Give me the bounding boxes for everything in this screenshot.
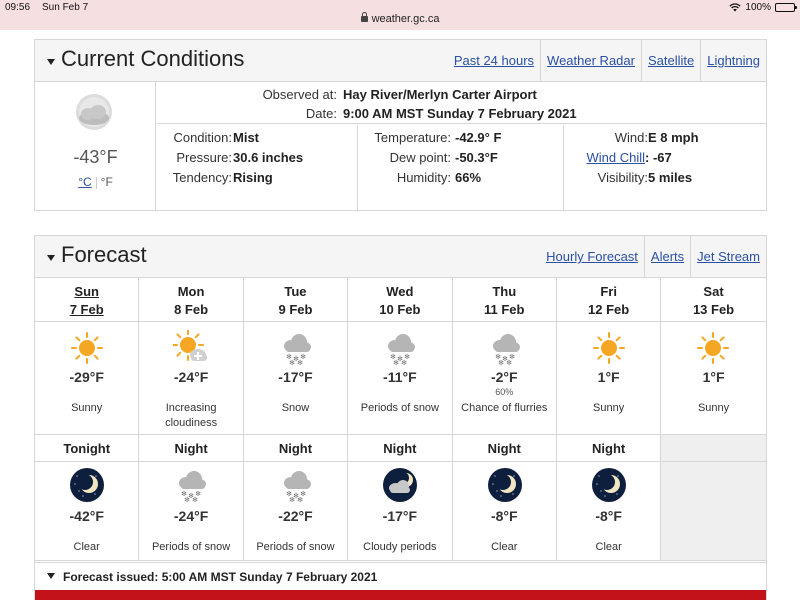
- night-header: [557, 435, 661, 462]
- visibility-label: Visibility:: [597, 170, 648, 185]
- svg-text:✻: ✻: [285, 353, 292, 361]
- night-condition: Periods of snow: [151, 541, 231, 553]
- tendency-value: Rising: [233, 170, 273, 185]
- observation-date-label: Date:: [305, 106, 337, 121]
- night-header: [139, 435, 243, 462]
- svg-text:✻: ✻: [505, 359, 512, 366]
- svg-text:✻: ✻: [497, 359, 504, 366]
- night-condition: Periods of snow: [256, 541, 335, 553]
- day-temperature: 1°F: [702, 369, 725, 385]
- current-conditions-header: [35, 40, 766, 82]
- dew-point-label: Dew point:: [389, 150, 451, 165]
- night-header: [244, 435, 348, 462]
- night-temperature: -8°F: [595, 508, 622, 524]
- dew-point-value: -50.3°F: [455, 150, 498, 165]
- night-forecast-empty: [661, 462, 765, 561]
- link-weather-radar[interactable]: Weather Radar: [540, 40, 641, 81]
- battery-icon: [775, 3, 795, 12]
- day-forecast: [348, 322, 452, 435]
- temperature-value: -42.9° F: [455, 130, 502, 145]
- status-time: 09:56: [5, 2, 31, 13]
- night-condition: Clear: [491, 541, 518, 553]
- day-date: 10 Feb: [379, 302, 421, 317]
- forecast-title: Forecast: [61, 242, 147, 267]
- unit-toggle: [35, 175, 156, 189]
- conditions-column-3: [563, 125, 767, 210]
- snow-icon: [382, 330, 418, 366]
- night-forecast: [557, 462, 661, 561]
- day-header: [139, 278, 243, 322]
- day-header: [661, 278, 765, 322]
- moon-icon: [591, 467, 627, 503]
- day-name: Tue: [284, 284, 307, 299]
- snow-icon: [487, 330, 523, 366]
- svg-text:✻: ✻: [501, 355, 508, 363]
- night-forecast: [139, 462, 243, 561]
- night-name: Night: [592, 441, 626, 456]
- night-temperature: -42°F: [69, 508, 104, 524]
- forecast-links: [540, 236, 766, 277]
- current-summary: [35, 82, 156, 210]
- unit-fahrenheit: °F: [100, 175, 113, 189]
- day-condition: Sunny: [593, 402, 625, 414]
- wind-chill-link[interactable]: Wind Chill: [586, 150, 645, 165]
- night-name: Night: [487, 441, 521, 456]
- svg-text:✻: ✻: [299, 490, 306, 498]
- visibility-value: 5 miles: [648, 170, 693, 185]
- day-header: [244, 278, 348, 322]
- night-forecast: [348, 462, 452, 561]
- night-condition: Clear: [73, 541, 100, 553]
- day-header: [557, 278, 661, 322]
- svg-text:✻: ✻: [404, 353, 411, 361]
- day-condition: Periods of snow: [360, 402, 439, 414]
- caret-down-icon: [47, 573, 55, 579]
- lock-icon: [361, 16, 368, 22]
- svg-text:✻: ✻: [288, 496, 295, 503]
- day-forecast: [557, 322, 661, 435]
- day-date: 11 Feb: [484, 302, 525, 317]
- wifi-icon: [729, 3, 741, 12]
- wind-chill-value: : -67: [645, 150, 672, 165]
- url-domain: weather.gc.ca: [371, 13, 440, 25]
- link-satellite[interactable]: Satellite: [641, 40, 700, 81]
- observed-at-label: Observed at:: [262, 87, 337, 102]
- link-jet-stream[interactable]: Jet Stream: [690, 236, 766, 277]
- current-conditions-panel: [34, 39, 767, 211]
- svg-text:✻: ✻: [508, 353, 515, 361]
- conditions-column-1: [157, 125, 357, 210]
- sun-icon: [695, 330, 731, 366]
- night-condition: Cloudy periods: [363, 541, 437, 553]
- svg-text:✻: ✻: [397, 355, 404, 363]
- caret-down-icon: [47, 255, 55, 261]
- day-forecast: [244, 322, 348, 435]
- forecast-panel: [34, 235, 767, 600]
- day-temperature: -11°F: [383, 369, 417, 385]
- link-hourly-forecast[interactable]: Hourly Forecast: [546, 249, 638, 264]
- day-temperature: -24°F: [173, 369, 209, 385]
- day-forecast: [661, 322, 765, 435]
- snow-icon: [173, 467, 209, 503]
- day-temperature: 1°F: [597, 369, 620, 385]
- sun-cloud-increasing-icon: [173, 330, 209, 366]
- battery-percent: 100%: [745, 2, 771, 13]
- pressure-label: Pressure:: [176, 150, 232, 165]
- night-name: Night: [174, 441, 208, 456]
- observation-date-value: 9:00 AM MST Sunday 7 February 2021: [343, 106, 577, 121]
- day-name: Sun: [74, 284, 99, 299]
- svg-text:✻: ✻: [296, 359, 303, 366]
- browser-top-bar: [0, 0, 800, 30]
- temperature-label: Temperature:: [374, 130, 451, 145]
- night-name: Night: [383, 441, 417, 456]
- night-header-row: [35, 435, 766, 462]
- svg-text:✻: ✻: [285, 490, 292, 498]
- forecast-header: [35, 236, 766, 278]
- day-name: Fri: [600, 284, 617, 299]
- status-right: [729, 2, 795, 13]
- night-temperature: -8°F: [490, 508, 518, 524]
- svg-text:✻: ✻: [296, 496, 303, 503]
- svg-text:✻: ✻: [292, 492, 299, 500]
- partly-cloudy-mist-icon: [72, 92, 116, 136]
- observation-info: [157, 82, 767, 124]
- moon-icon: [69, 467, 105, 503]
- day-name: Thu: [492, 284, 517, 299]
- night-forecast: [244, 462, 348, 561]
- pressure-value: 30.6 inches: [233, 150, 304, 165]
- condition-value: Mist: [233, 130, 259, 145]
- svg-text:✻: ✻: [195, 490, 202, 498]
- current-conditions-title: Current Conditions: [61, 46, 245, 71]
- day-date: 12 Feb: [588, 302, 630, 317]
- svg-text:✻: ✻: [292, 355, 299, 363]
- day-temperature: -17°F: [278, 369, 313, 385]
- day-condition: Sunny: [697, 402, 730, 414]
- svg-text:✻: ✻: [181, 490, 188, 498]
- day-temperature: -2°F: [490, 369, 518, 385]
- snow-icon: [278, 330, 314, 366]
- day-header: [453, 278, 557, 322]
- day-condition: Snow: [281, 402, 310, 414]
- night-name: Night: [278, 441, 313, 456]
- night-header: [35, 435, 139, 462]
- svg-text:✻: ✻: [188, 492, 195, 500]
- night-header-empty: [661, 435, 765, 462]
- moon-icon: [487, 467, 523, 503]
- forecast-issued-text: Forecast issued: 5:00 AM MST Sunday 7 February 2021: [63, 570, 378, 584]
- current-conditions-links: [448, 40, 766, 81]
- svg-text:✻: ✻: [184, 496, 191, 503]
- night-header: [453, 435, 557, 462]
- conditions-grid: [157, 125, 767, 210]
- day-header: [348, 278, 452, 322]
- night-header: [348, 435, 452, 462]
- night-forecast: [35, 462, 139, 561]
- day-name: Wed: [386, 284, 414, 299]
- day-date: 13 Feb: [692, 302, 735, 317]
- day-forecast: [35, 322, 139, 435]
- current-temperature: -43°F: [73, 147, 118, 167]
- link-lightning[interactable]: Lightning: [700, 40, 766, 81]
- wind-label: Wind:: [614, 130, 648, 145]
- night-condition: Clear: [595, 541, 622, 553]
- unit-celsius-link[interactable]: °C: [78, 175, 92, 189]
- caret-down-icon: [47, 59, 55, 65]
- day-date: 7 Feb: [69, 302, 104, 317]
- day-date: 9 Feb: [278, 302, 313, 317]
- snow-icon: [278, 467, 314, 503]
- link-past-24-hours[interactable]: Past 24 hours: [453, 53, 535, 68]
- day-temperature: -29°F: [69, 369, 104, 385]
- svg-text:✻: ✻: [288, 359, 295, 366]
- day-forecast-row: [35, 322, 766, 435]
- conditions-column-2: [357, 125, 563, 210]
- current-conditions-toggle[interactable]: [47, 46, 244, 72]
- day-name: Mon: [177, 284, 205, 299]
- condition-label: Condition:: [173, 130, 232, 145]
- day-date: 8 Feb: [174, 302, 209, 317]
- night-temperature: -22°F: [278, 508, 313, 524]
- svg-text:✻: ✻: [494, 353, 501, 361]
- night-temperature: -17°F: [382, 508, 418, 524]
- svg-text:✻: ✻: [393, 359, 400, 366]
- link-alerts[interactable]: Alerts: [644, 236, 690, 277]
- sun-icon: [69, 330, 105, 366]
- forecast-issued-toggle[interactable]: [35, 562, 766, 590]
- tendency-label: Tendency:: [172, 170, 232, 185]
- night-name: Tonight: [63, 441, 111, 456]
- day-forecast: [453, 322, 557, 435]
- day-header[interactable]: [35, 278, 139, 322]
- url-bar[interactable]: [0, 13, 800, 25]
- day-forecast: [139, 322, 243, 435]
- svg-text:✻: ✻: [390, 353, 397, 361]
- forecast-toggle[interactable]: [47, 242, 147, 268]
- moon-cloud-icon: [382, 467, 418, 503]
- status-date: Sun Feb 7: [42, 2, 89, 13]
- alert-bar: [35, 590, 766, 600]
- precip-probability: 60%: [495, 387, 514, 397]
- svg-text:✻: ✻: [299, 353, 306, 361]
- sun-icon: [591, 330, 627, 366]
- observed-at-value: Hay River/Merlyn Carter Airport: [343, 87, 537, 102]
- svg-text:✻: ✻: [192, 496, 199, 503]
- night-temperature: -24°F: [173, 508, 209, 524]
- night-forecast-row: [35, 462, 766, 561]
- night-forecast: [453, 462, 557, 561]
- day-header-row: [35, 278, 766, 322]
- humidity-value: 66%: [455, 170, 482, 185]
- day-name: Sat: [703, 284, 724, 299]
- day-condition: Chance of flurries: [461, 402, 548, 414]
- day-condition: Increasing cloudiness: [165, 402, 218, 429]
- humidity-label: Humidity:: [396, 170, 451, 185]
- svg-text:✻: ✻: [401, 359, 408, 366]
- day-condition: Sunny: [71, 402, 103, 414]
- wind-value: E 8 mph: [648, 130, 699, 145]
